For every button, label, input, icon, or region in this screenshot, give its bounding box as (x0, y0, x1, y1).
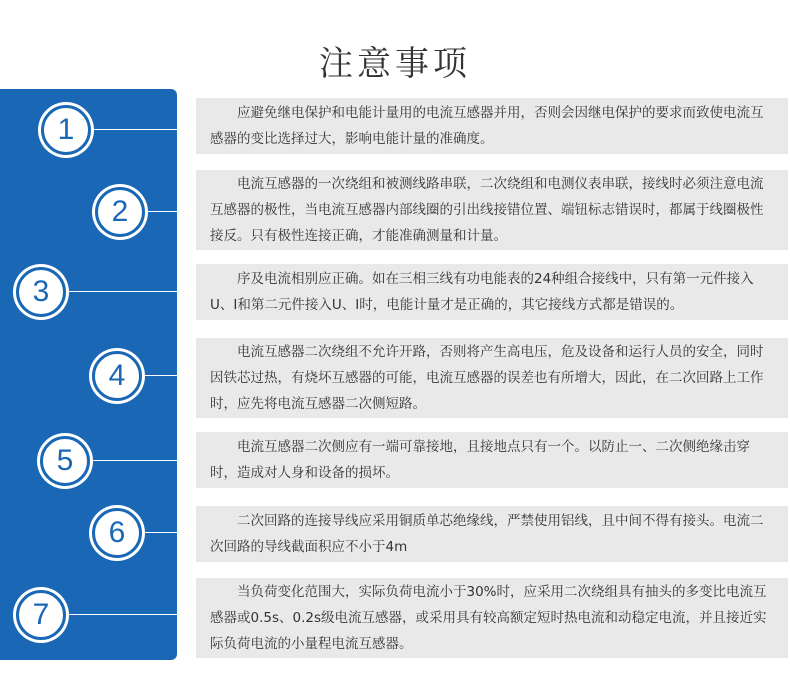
connector-line-6 (141, 532, 196, 533)
page-title: 注意事项 (319, 44, 471, 84)
connector-line-5 (89, 460, 196, 461)
note-text-5: 电流互感器二次侧应有一端可靠接地，且接地点只有一个。以防止一、二次侧绝缘击穿时，造成对人身和设备的损坏。 (210, 439, 750, 481)
connector-line-2 (144, 211, 196, 212)
note-text-6: 二次回路的连接导线应采用铜质单芯绝缘线，严禁使用铝线，且中间不得有接头。电流二次回路的导线截面积应不小于4m (210, 513, 764, 555)
note-box-7 (196, 578, 788, 658)
connector-line-4 (141, 375, 196, 376)
note-text-7: 当负荷变化范围大，实际负荷电流小于30%时，应采用二次绕组具有抽头的多变比电流互感器或0.5s、0.2s级电流互感器，或采用具有较高额定短时热电流和动稳定电流，并且接近实际负荷电流的小量程电流互感器。 (210, 584, 767, 652)
number-badge-7: 7 (16, 590, 66, 640)
note-text-2: 电流互感器的一次绕组和被测线路串联，二次绕组和电测仪表串联，接线时必须注意电流互感器的极性，当电流互感器内部线圈的引出线接错位置、端钮标志错误时，都属于线圈极性接反。只有极性连接正确，才能准确测量和计量。 (210, 176, 764, 244)
connector-line-7 (65, 614, 196, 615)
note-box-2 (196, 170, 788, 250)
note-box-6 (196, 506, 788, 562)
number-badge-1: 1 (41, 105, 91, 155)
number-badge-5: 5 (40, 436, 90, 486)
note-box-4 (196, 338, 788, 418)
number-badge-3: 3 (16, 267, 66, 317)
connector-line-3 (65, 291, 196, 292)
number-badge-2: 2 (95, 187, 145, 237)
note-box-1 (196, 98, 788, 154)
connector-line-1 (90, 129, 196, 130)
note-text-1: 应避免继电保护和电能计量用的电流互感器并用，否则会因继电保护的要求而致使电流互感器的变比选择过大，影响电能计量的准确度。 (210, 105, 764, 147)
note-text-4: 电流互感器二次绕组不允许开路，否则将产生高电压，危及设备和运行人员的安全，同时因铁芯过热，有烧坏互感器的可能，电流互感器的误差也有所增大，因此，在二次回路上工作时，应先将电流互感器二次侧短路。 (210, 344, 764, 412)
note-box-3 (196, 264, 788, 320)
note-text-3: 序及电流相别应正确。如在三相三线有功电能表的24种组合接线中，只有第一元件接入U、I和第二元件接入U、I时，电能计量才是正确的，其它接线方式都是错误的。 (210, 271, 754, 313)
number-badge-6: 6 (92, 508, 142, 558)
number-badge-4: 4 (92, 351, 142, 401)
note-box-5 (196, 432, 788, 488)
